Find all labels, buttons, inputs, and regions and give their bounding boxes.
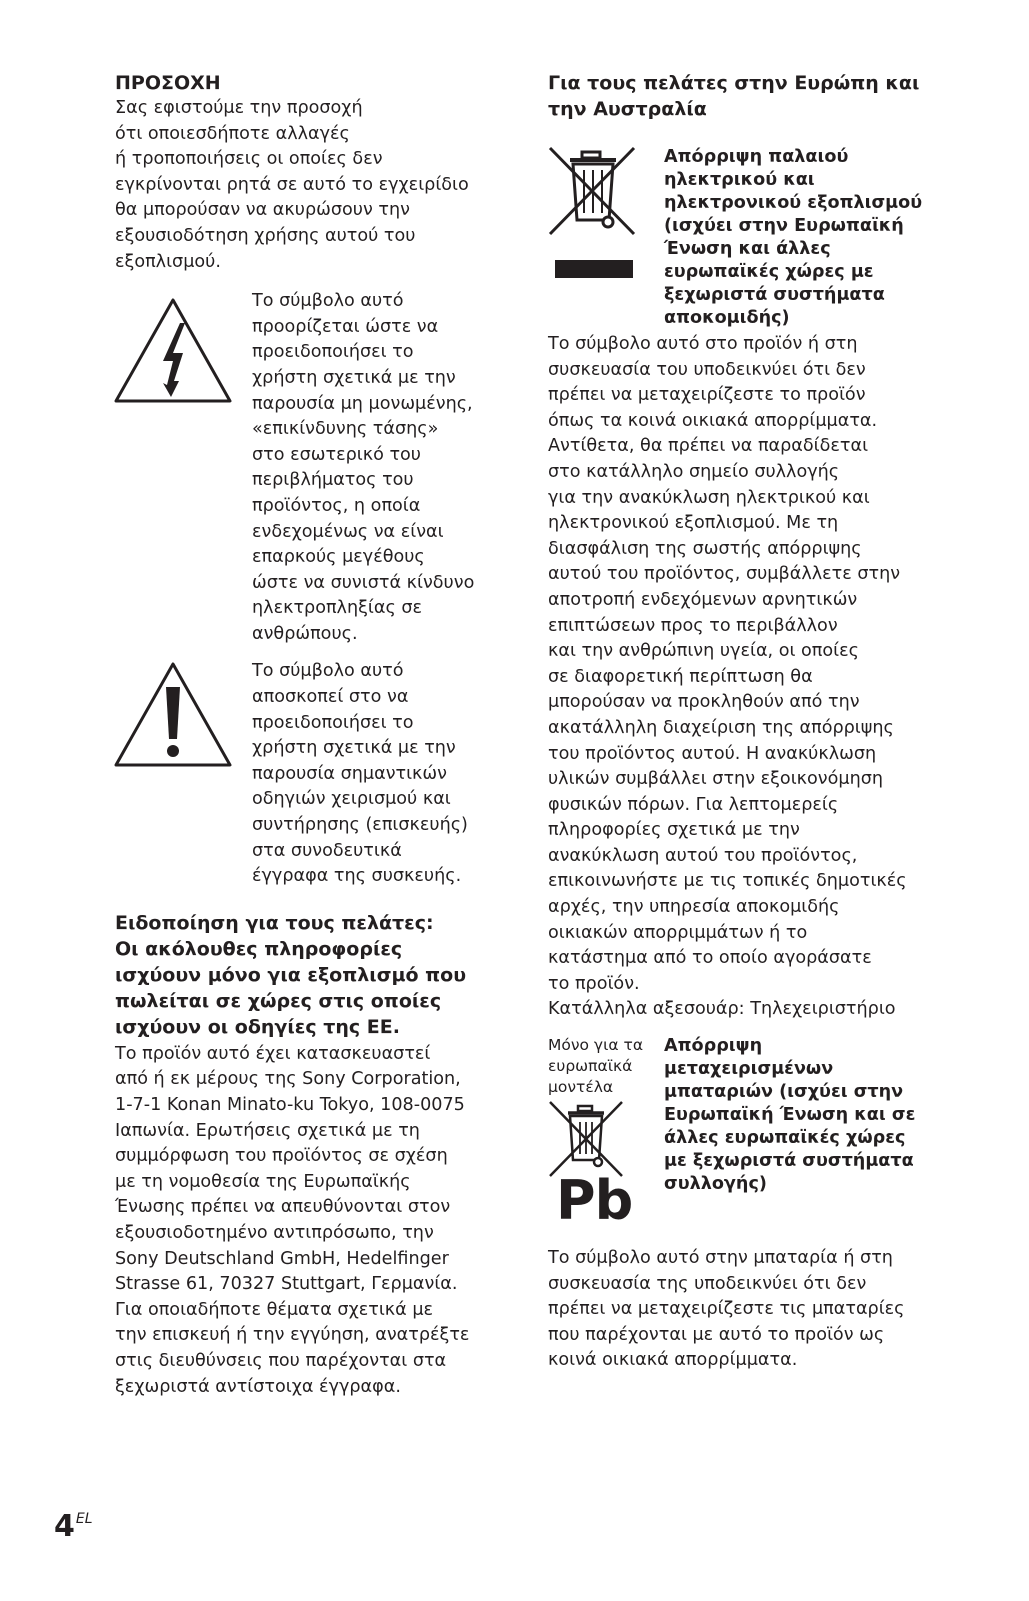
page-number — [54, 1502, 93, 1544]
caution-title: ΠΡΟΣΟΧΗ — [115, 72, 221, 94]
battery-block — [548, 1035, 938, 1233]
lightning-warning-block — [115, 289, 500, 647]
battery-text: Το σύμβολο αυτό στην μπαταρία ή στη συσκευασία της υποδεικνύει ότι δεν πρέπει να μεταχειρίζεστε τις μπαταρίες που παρέχονται με αυτό το προϊόν ως κοινά οικιακά απορρίμματα. — [548, 1248, 905, 1371]
accessories-text: Κατάλληλα αξεσουάρ: Τηλεχειριστήριο — [548, 999, 896, 1020]
caution-text: Σας εφιστούμε την προσοχή ότι οποιεσδήποτε αλλαγές ή τροποποιήσεις οι οποίες δεν εγκρίνονται ρητά σε αυτό το εγχειρίδιο θα μπορούσαν να ακυρώσουν την εξουσιοδότηση χρήσης αυτού του εξοπλισμού. — [115, 98, 469, 272]
weee-block — [548, 146, 938, 330]
left-column — [115, 70, 500, 1400]
weee-title: Απόρριψη παλαιού ηλεκτρικού και ηλεκτρονικού εξοπλισμού (ισχύει στην Ευρωπαϊκή Ένωση και άλλες ευρωπαϊκές χώρες με ξεχωριστά συστήματα αποκομιδής) — [664, 147, 923, 328]
language-code: EL — [75, 1511, 93, 1527]
weee-text: Το σύμβολο αυτό στο προϊόν ή στη συσκευασία του υποδεικνύει ότι δεν πρέπει να μεταχειρίζεστε το προϊόν όπως τα κοινά οικιακά απορρίμματα. Αντίθετα, θα πρέπει να παραδίδεται στο κατάλληλο σημείο συλλογής για την ανακύκλωση ηλεκτρικού και ηλεκτρονικού εξοπλισμού. Με τη διασφάλιση της σωστής απόρριψης αυτού του προϊόντος, συμβάλλετε στην αποτροπή ενδεχόμενων αρνητικών επιπτώσεων προς το περιβάλλον και την ανθρώπινη υγεία, οι οποίες σε διαφορετική περίπτωση θα μπορούσαν να προκληθούν από την ακατάλληλη διαχείριση της απόρριψης του προϊόντος αυτού. Η ανακύκλωση υλικών συμβάλλει στην εξοικονόμηση φυσικών πόρων. Για λεπτομερείς πληροφορίες σχετικά με την ανακύκλωση αυτού του προϊόντος, επικοινωνήστε με τις τοπικές δημοτικές αρχές, την υπηρεσία αποκομιδής οικιακών απορριμμάτων ή το κατάστημα από το οποίο αγοράσατε το προϊόν. — [548, 334, 907, 994]
eu-notice-title: Ειδοποίηση για τους πελάτες: Οι ακόλουθες πληροφορίες ισχύουν μόνο για εξοπλισμό που πωλείται σε χώρες στις οποίες ισχύουν οι οδηγίες της ΕΕ. — [115, 911, 467, 1038]
right-column — [548, 70, 938, 1374]
page-number-value: 4 — [54, 1509, 75, 1544]
exclamation-warning-text: Το σύμβολο αυτό αποσκοπεί στο να προειδοποιήσει το χρήστη σχετικά με την παρουσία σημαντικών οδηγιών χειρισμού και συντήρησης (επισκευής) στα συνοδευτικά έγγραφα της συσκευής. — [252, 661, 468, 887]
battery-symbol-area — [548, 1035, 664, 1233]
lightning-warning-icon — [115, 289, 252, 647]
exclamation-warning-icon — [115, 659, 252, 889]
exclamation-warning-block — [115, 659, 500, 889]
eu-notice-text: Το προϊόν αυτό έχει κατασκευαστεί από ή εκ μέρους της Sony Corporation, 1-7-1 Konan Minato-ku Tokyo, 108-0075 Ιαπωνία. Ερωτήσεις σχετικά με τη συμμόρφωση του προϊόντος σε σχέση με τη νομοθεσία της Ευρωπαϊκής Ένωσης πρέπει να απευθύνονται στον εξουσιοδοτημένο αντιπρόσωπο, την Sony Deutschland GmbH, Hedelfinger Strasse 61, 70327 Stuttgart, Γερμανία. Για οποιαδήποτε θέματα σχετικά με την επισκευή ή την εγγύηση, ανατρέξτε στις διευθύνσεις που παρέχονται στα ξεχωριστά αντίστοιχα έγγραφα. — [115, 1043, 470, 1397]
europe-australia-title: Για τους πελάτες στην Ευρώπη και την Αυστραλία — [548, 72, 920, 120]
lightning-warning-text: Το σύμβολο αυτό προορίζεται ώστε να προειδοποιήσει το χρήστη σχετικά με την παρουσία μη μονωμένης, «επικίνδυνης τάσης» στο εσωτερικό του περιβλήματος του προϊόντος, η οποία ενδεχομένως να είναι επαρκούς μεγέθους ώστε να συνιστά κίνδυνο ηλεκτροπληξίας σε ανθρώπους. — [252, 291, 475, 644]
battery-title: Απόρριψη μεταχειρισμένων μπαταριών (ισχύει στην Ευρωπαϊκή Ένωση και σε άλλες ευρωπαϊκές χώρες με ξεχωριστά συστήματα συλλογής) — [664, 1036, 916, 1195]
pb-label: Pb — [556, 1169, 633, 1233]
eu-models-label: Μόνο για τα ευρωπαϊκά μοντέλα — [548, 1036, 644, 1097]
crossed-bin-icon — [548, 146, 664, 330]
